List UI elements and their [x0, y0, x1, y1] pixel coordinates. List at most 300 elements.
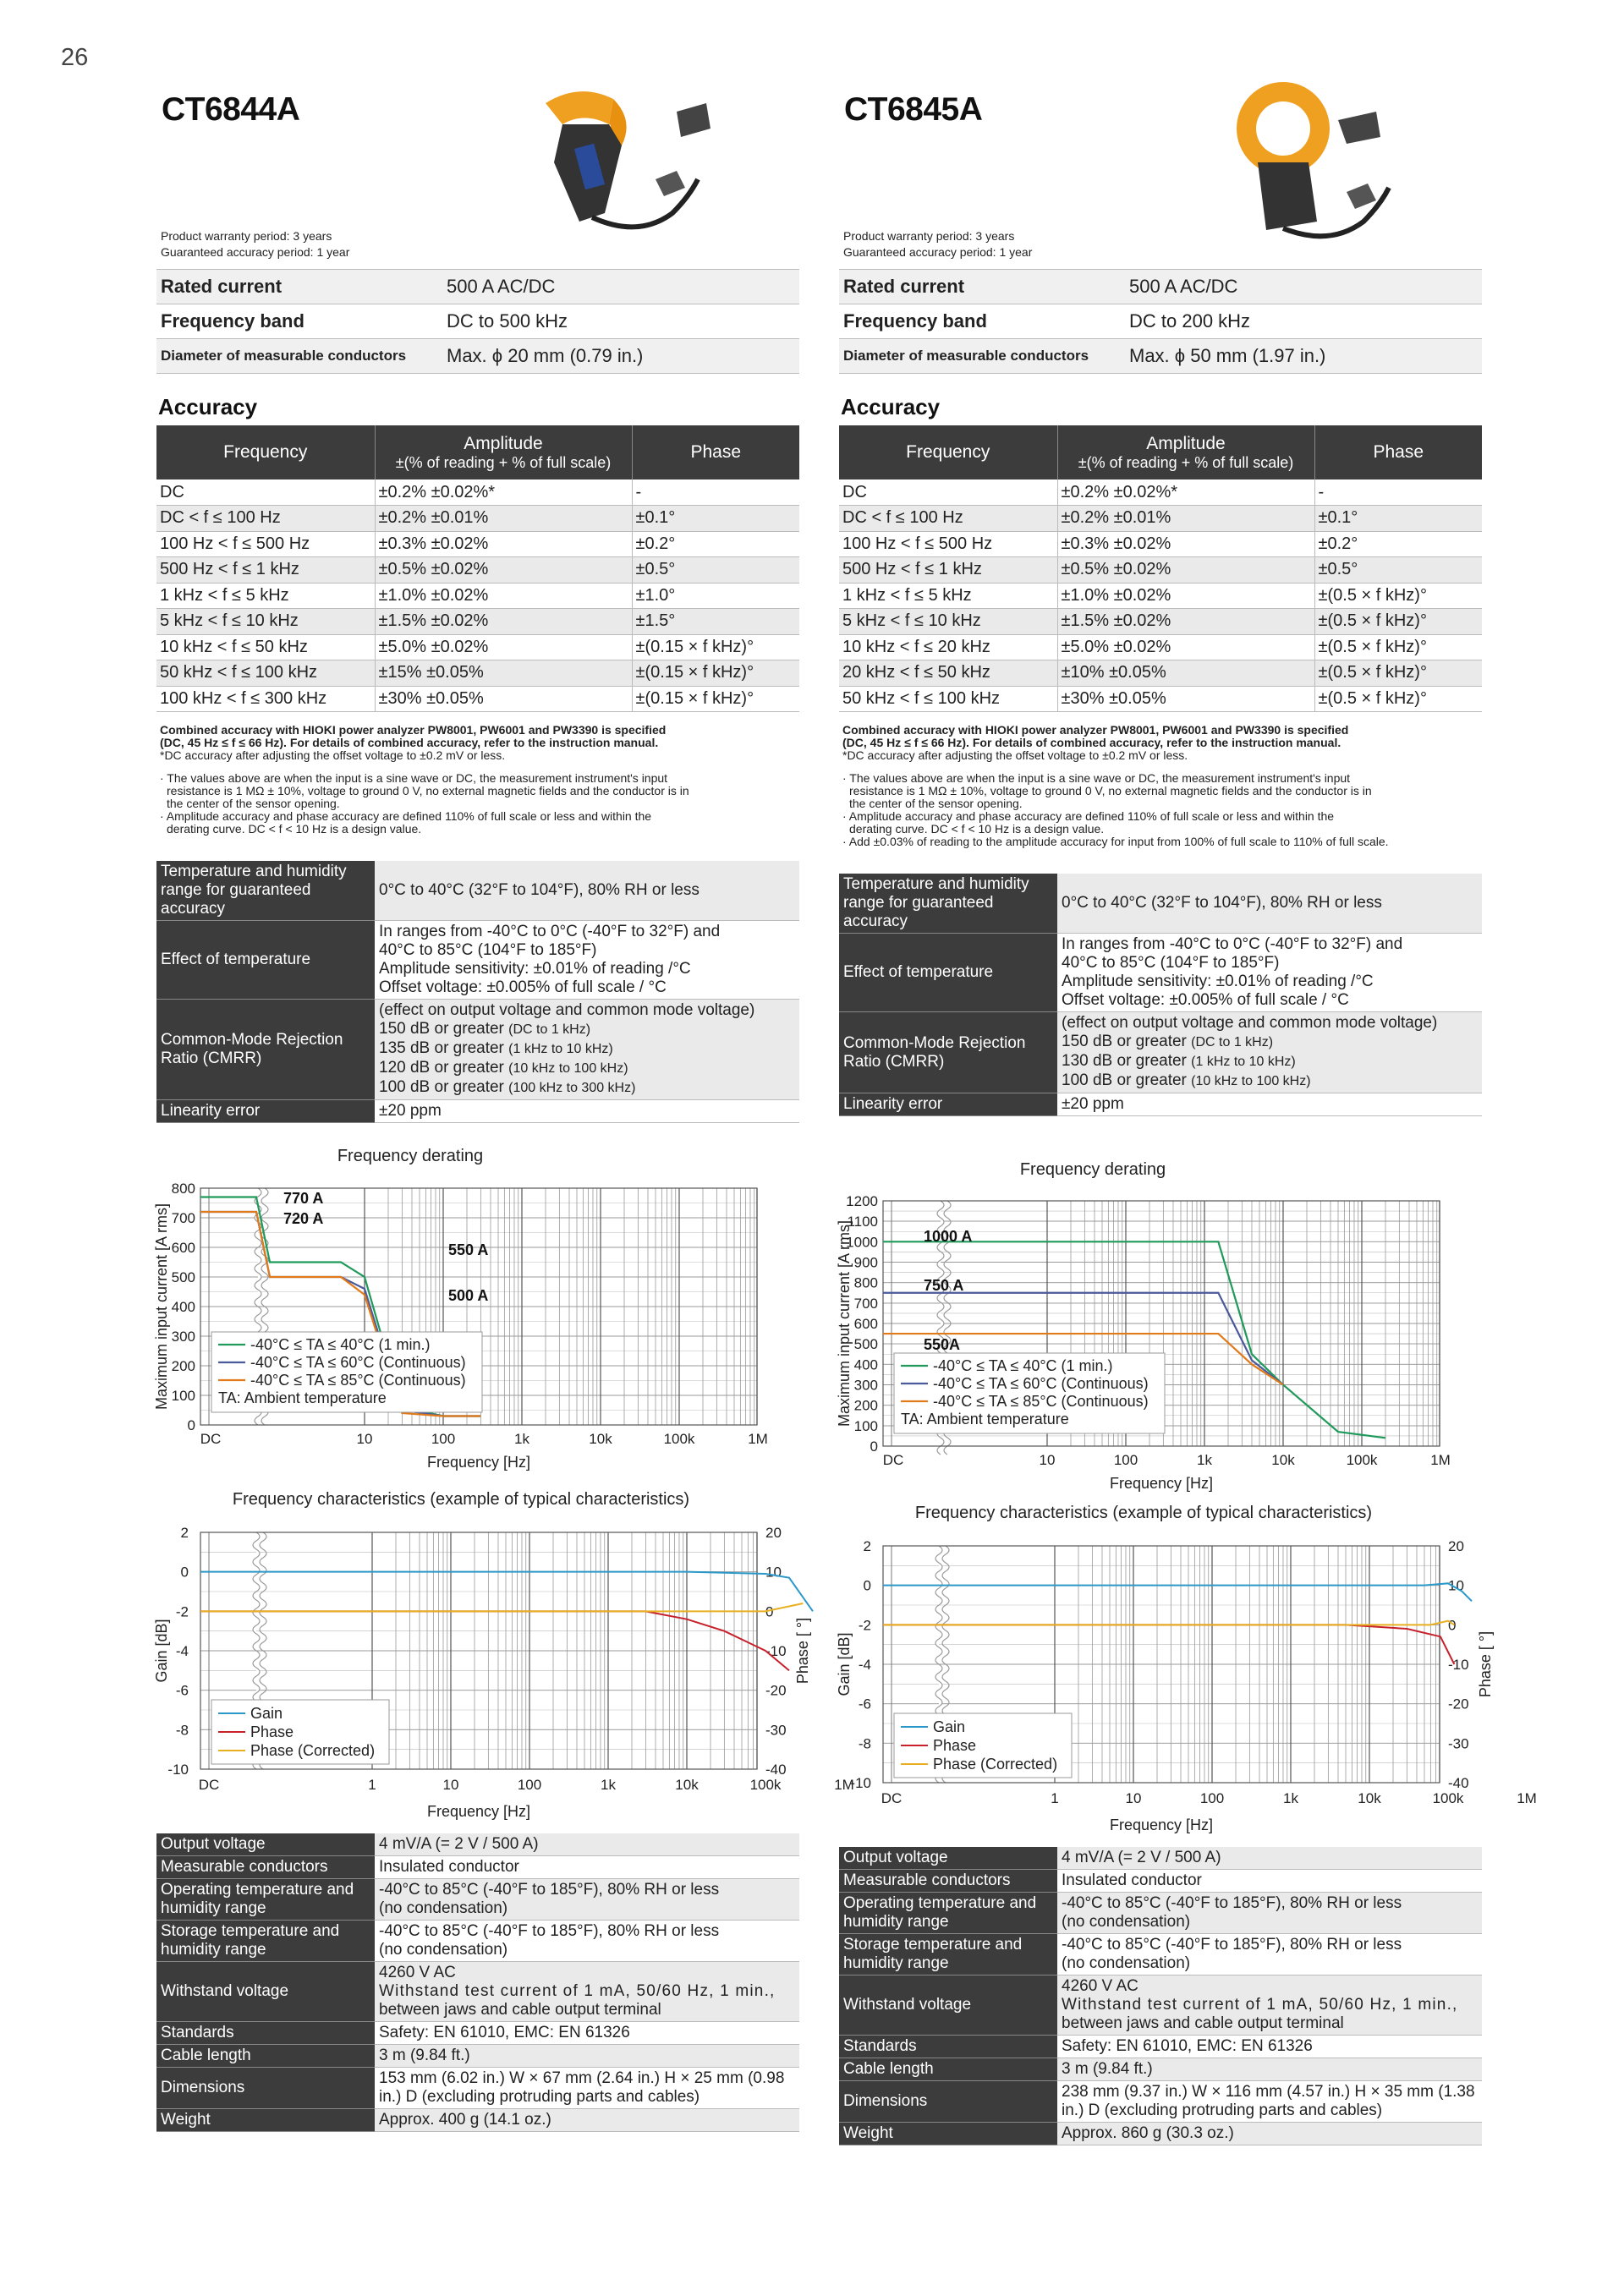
freq-char-chart	[831, 1529, 1537, 1842]
derating-chart	[148, 1171, 774, 1484]
y-tick-label: -10	[850, 1775, 871, 1791]
gen-key: Standards	[156, 2022, 375, 2045]
y-axis-label: Maximum input current [A rms]	[153, 1203, 170, 1411]
acc-amplitude: ±0.2% ±0.02%*	[1057, 479, 1314, 506]
note-combined-2: (DC, 45 Hz ≤ f ≤ 66 Hz). For details of combined accuracy, refer to the instruction manual.	[842, 736, 1341, 749]
col-amplitude	[375, 425, 632, 479]
acc-amplitude: ±30% ±0.05%	[1057, 686, 1314, 712]
acc-frequency: 100 Hz < f ≤ 500 Hz	[839, 531, 1057, 557]
env-value	[375, 921, 799, 1000]
amplitude-sub: ±(% of reading + % of full scale)	[1078, 453, 1294, 471]
gen-key: Storage temperature and humidity range	[839, 1934, 1057, 1975]
y-tick-label: 100	[171, 1388, 195, 1404]
note-1b: resistance is 1 MΩ ± 10%, voltage to ground 0 V, no external magnetic fields and the conductor is in	[167, 784, 689, 797]
y-tick-label: 300	[171, 1329, 195, 1345]
accuracy-notes	[160, 724, 689, 836]
note-1c: the center of the sensor opening.	[167, 797, 340, 810]
gen-value: Insulated conductor	[1057, 1870, 1482, 1893]
x-tick-label: 100k	[663, 1431, 695, 1447]
clamp-probe-image	[529, 78, 723, 255]
y2-tick-label: -10	[765, 1643, 787, 1659]
acc-frequency: 1 kHz < f ≤ 5 kHz	[156, 583, 375, 609]
warranty-period: Product warranty period: 3 years	[161, 229, 332, 243]
acc-frequency: 100 Hz < f ≤ 500 Hz	[156, 531, 375, 557]
y2-tick-label: -20	[765, 1682, 787, 1699]
main-spec-table	[839, 269, 1482, 374]
y-tick-label: 800	[171, 1181, 195, 1197]
gen-key: Cable length	[839, 2058, 1057, 2081]
acc-phase: ±0.2°	[632, 531, 799, 557]
gen-line: (no condensation)	[1062, 1913, 1191, 1931]
legend-label: -40°C ≤ TA ≤ 85°C (Continuous)	[933, 1393, 1149, 1410]
eff-line: Offset voltage: ±0.005% of full scale / °C	[1062, 991, 1349, 1009]
gen-line: 238 mm (9.37 in.) W × 116 mm (4.57 in.) H × 35 mm (1.38	[1062, 2083, 1475, 2101]
x-tick-label: 100	[1199, 1790, 1225, 1806]
chart-title: Frequency characteristics (example of typical characteristics)	[232, 1490, 690, 1509]
y-tick-label: 800	[853, 1274, 878, 1291]
main-spec-table	[156, 269, 799, 374]
accuracy-notes	[842, 724, 1389, 848]
x-tick-label: 100k	[1346, 1452, 1378, 1468]
gen-key: Withstand voltage	[839, 1975, 1057, 2036]
acc-phase: ±0.1°	[1314, 506, 1482, 532]
y2-tick-label: 0	[765, 1603, 774, 1620]
x-tick-label: 1k	[514, 1431, 529, 1447]
warranty-text	[843, 228, 1032, 260]
x-tick-label: DC	[881, 1790, 903, 1806]
y-tick-label: 0	[870, 1438, 878, 1455]
env-value: ±20 ppm	[1057, 1093, 1482, 1116]
acc-amplitude: ±0.5% ±0.02%	[375, 557, 632, 584]
amplitude-label: Amplitude	[464, 433, 543, 453]
env-value: 0°C to 40°C (32°F to 104°F), 80% RH or less	[375, 861, 799, 921]
x-axis-label: Frequency [Hz]	[426, 1803, 531, 1820]
env-key: Effect of temperature	[156, 921, 375, 1000]
acc-frequency: 10 kHz < f ≤ 50 kHz	[156, 634, 375, 660]
acc-amplitude: ±1.5% ±0.02%	[375, 609, 632, 635]
env-value	[1057, 1012, 1482, 1093]
y-tick-label: -4	[858, 1657, 871, 1673]
cmrr-range: (DC to 1 kHz)	[1191, 1035, 1274, 1049]
value-annotation: 500 A	[448, 1287, 489, 1304]
env-key: Linearity error	[156, 1100, 375, 1123]
amplitude-sub: ±(% of reading + % of full scale)	[395, 453, 612, 471]
chart-title: Frequency derating	[1019, 1160, 1166, 1179]
spec-row	[839, 304, 1482, 339]
x-tick-label: 1k	[1197, 1452, 1212, 1468]
x-tick-label: 10k	[1358, 1790, 1381, 1806]
y-tick-label: -2	[858, 1617, 871, 1634]
gen-value: Insulated conductor	[375, 1856, 799, 1879]
eff-line: In ranges from -40°C to 0°C (-40°F to 32°F) and	[379, 923, 721, 940]
chart-title: Frequency derating	[337, 1147, 484, 1165]
accuracy-table	[839, 425, 1482, 712]
value-annotation: 550A	[924, 1336, 961, 1353]
accuracy-row	[156, 531, 799, 557]
acc-amplitude: ±0.5% ±0.02%	[1057, 557, 1314, 584]
y2-tick-label: -30	[765, 1722, 787, 1739]
x-tick-label: 10	[1125, 1790, 1142, 1806]
gen-value: Approx. 400 g (14.1 oz.)	[375, 2109, 799, 2132]
gen-value: Approx. 860 g (30.3 oz.)	[1057, 2123, 1482, 2145]
env-value: 0°C to 40°C (32°F to 104°F), 80% RH or less	[1057, 874, 1482, 934]
y-tick-label: 1000	[846, 1234, 878, 1251]
series-line	[200, 1603, 803, 1611]
note-1c: the center of the sensor opening.	[849, 797, 1023, 810]
x-tick-label: DC	[882, 1452, 904, 1468]
y-tick-label: -8	[858, 1735, 871, 1752]
gen-key: Storage temperature and humidity range	[156, 1921, 375, 1962]
value-annotation: 720 A	[283, 1210, 324, 1227]
spec-value: Max. ϕ 50 mm (1.97 in.)	[1125, 339, 1482, 374]
series-line	[883, 1583, 1472, 1601]
spec-value: 500 A AC/DC	[442, 270, 799, 304]
legend-label: Phase	[933, 1737, 977, 1754]
gen-value: 3 m (9.84 ft.)	[1057, 2058, 1482, 2081]
acc-phase: -	[1314, 479, 1482, 506]
y-tick-label: 500	[171, 1269, 195, 1285]
y-tick-label: 2	[180, 1525, 189, 1541]
eff-line: In ranges from -40°C to 0°C (-40°F to 32°F) and	[1062, 935, 1403, 953]
x-tick-label: 10k	[675, 1777, 699, 1793]
env-value	[375, 1000, 799, 1100]
model-title: CT6845A	[844, 91, 983, 128]
gen-value	[1057, 1893, 1482, 1934]
spec-value: 500 A AC/DC	[1125, 270, 1482, 304]
x-tick-label: DC	[200, 1431, 222, 1447]
gen-value: 4 mV/A (= 2 V / 500 A)	[1057, 1847, 1482, 1870]
col-phase: Phase	[632, 425, 799, 479]
col-phase: Phase	[1314, 425, 1482, 479]
cmrr-line	[1062, 1052, 1478, 1071]
eff-line: Amplitude sensitivity: ±0.01% of reading /°C	[1062, 973, 1374, 990]
derating-chart	[831, 1184, 1457, 1497]
spec-key: Rated current	[839, 270, 1125, 304]
accuracy-row	[839, 506, 1482, 532]
x-tick-label: 1M	[748, 1431, 768, 1447]
acc-phase: ±(0.5 × f kHz)°	[1314, 660, 1482, 687]
acc-phase: ±0.2°	[1314, 531, 1482, 557]
gen-key: Measurable conductors	[156, 1856, 375, 1879]
spec-value: DC to 500 kHz	[442, 304, 799, 339]
acc-frequency: 100 kHz < f ≤ 300 kHz	[156, 686, 375, 712]
note-2: · Amplitude accuracy and phase accuracy are defined 110% of full scale or less and within the	[842, 809, 1335, 823]
cmrr-db: 150 dB or greater	[379, 1020, 509, 1038]
note-2b: derating curve. DC < f < 10 Hz is a design value.	[849, 822, 1105, 836]
chart-title: Frequency characteristics (example of typical characteristics)	[914, 1504, 1373, 1522]
acc-frequency: 5 kHz < f ≤ 10 kHz	[156, 609, 375, 635]
x-tick-label: 100	[517, 1777, 542, 1793]
value-annotation: 1000 A	[924, 1228, 973, 1245]
legend-label: -40°C ≤ TA ≤ 40°C (1 min.)	[250, 1336, 431, 1353]
legend-label: -40°C ≤ TA ≤ 60°C (Continuous)	[933, 1375, 1149, 1392]
y-tick-label: -2	[175, 1603, 189, 1620]
guarantee-period: Guaranteed accuracy period: 1 year	[161, 245, 350, 259]
x-axis-label: Frequency [Hz]	[1109, 1817, 1214, 1833]
cmrr-line	[1062, 1071, 1478, 1091]
x-tick-label: 1M	[1517, 1790, 1537, 1806]
legend	[211, 1332, 482, 1412]
note-2b: derating curve. DC < f < 10 Hz is a design value.	[167, 822, 422, 836]
y-tick-label: 500	[853, 1336, 878, 1353]
cmrr-db: 150 dB or greater	[1062, 1033, 1192, 1050]
cmrr-line	[1062, 1033, 1478, 1052]
acc-amplitude: ±30% ±0.05%	[375, 686, 632, 712]
legend-label: -40°C ≤ TA ≤ 60°C (Continuous)	[250, 1354, 466, 1371]
legend-label: Phase	[250, 1723, 294, 1740]
x-tick-label: 10	[356, 1431, 373, 1447]
acc-amplitude: ±15% ±0.05%	[375, 660, 632, 687]
cmrr-range: (1 kHz to 10 kHz)	[1191, 1055, 1296, 1069]
gen-line: -40°C to 85°C (-40°F to 185°F), 80% RH or less	[379, 1922, 720, 1940]
x-tick-label: 1k	[601, 1777, 616, 1793]
note-dc: *DC accuracy after adjusting the offset voltage to ±0.2 mV or less.	[160, 748, 506, 762]
y-tick-label: 0	[187, 1417, 195, 1433]
x-tick-label: DC	[198, 1777, 220, 1793]
gen-value	[375, 1962, 799, 2022]
cmrr-range: (100 kHz to 300 kHz)	[508, 1081, 636, 1095]
y-tick-label: 1200	[846, 1193, 878, 1209]
y2-tick-label: 10	[765, 1564, 782, 1581]
gen-key: Measurable conductors	[839, 1870, 1057, 1893]
y2-tick-label: -40	[765, 1762, 787, 1778]
y-tick-label: 600	[853, 1316, 878, 1332]
accuracy-row	[839, 557, 1482, 584]
y-tick-label: 300	[853, 1377, 878, 1394]
accuracy-row	[156, 660, 799, 687]
acc-amplitude: ±10% ±0.05%	[1057, 660, 1314, 687]
legend-label: -40°C ≤ TA ≤ 40°C (1 min.)	[933, 1357, 1113, 1374]
y-tick-label: 0	[180, 1564, 189, 1581]
cmrr-range: (1 kHz to 10 kHz)	[508, 1042, 613, 1056]
note-dc: *DC accuracy after adjusting the offset voltage to ±0.2 mV or less.	[842, 748, 1188, 762]
freq-char-chart	[148, 1515, 854, 1828]
gen-value: 4 mV/A (= 2 V / 500 A)	[375, 1833, 799, 1856]
x-tick-label: 100k	[749, 1777, 782, 1793]
env-key: Temperature and humidity range for guaranteed accuracy	[156, 861, 375, 921]
y-tick-label: 100	[853, 1417, 878, 1434]
gen-key: Weight	[156, 2109, 375, 2132]
acc-amplitude: ±5.0% ±0.02%	[375, 634, 632, 660]
gen-line: 4260 V AC	[379, 1964, 456, 1981]
acc-amplitude: ±0.3% ±0.02%	[375, 531, 632, 557]
cmrr-db: 135 dB or greater	[379, 1039, 509, 1057]
note-3: · Add ±0.03% of reading to the amplitude accuracy for input from 100% of full scale to 110% of full scale.	[842, 835, 1389, 848]
y-axis-label: Gain [dB]	[836, 1632, 853, 1696]
acc-frequency: 20 kHz < f ≤ 50 kHz	[839, 660, 1057, 687]
gen-value	[1057, 1934, 1482, 1975]
cmrr-range: (10 kHz to 100 kHz)	[1191, 1074, 1311, 1088]
acc-frequency: 1 kHz < f ≤ 5 kHz	[839, 583, 1057, 609]
accuracy-row	[156, 557, 799, 584]
guarantee-period: Guaranteed accuracy period: 1 year	[843, 245, 1033, 259]
cmrr-db: 120 dB or greater	[379, 1059, 509, 1077]
legend-label: Phase (Corrected)	[250, 1742, 376, 1759]
env-value	[1057, 934, 1482, 1012]
accuracy-row	[839, 660, 1482, 687]
acc-phase: ±(0.15 × f kHz)°	[632, 634, 799, 660]
x-tick-label: 10k	[589, 1431, 612, 1447]
series-line	[883, 1621, 1454, 1625]
eff-line: 40°C to 85°C (104°F to 185°F)	[379, 941, 597, 959]
spec-row	[156, 304, 799, 339]
legend-note: TA: Ambient temperature	[901, 1411, 1069, 1427]
accuracy-row	[839, 583, 1482, 609]
clamp-probe-image	[1211, 78, 1406, 255]
legend-label: Gain	[933, 1718, 966, 1735]
spec-key: Frequency band	[156, 304, 442, 339]
col-amplitude	[1057, 425, 1314, 479]
y2-tick-label: -40	[1448, 1775, 1469, 1791]
y2-tick-label: -20	[1448, 1696, 1469, 1712]
y-tick-label: 700	[853, 1295, 878, 1312]
gen-key: Dimensions	[156, 2068, 375, 2109]
accuracy-row	[156, 479, 799, 506]
gen-key: Operating temperature and humidity range	[156, 1879, 375, 1921]
value-annotation: 770 A	[283, 1190, 324, 1207]
acc-phase: ±(0.5 × f kHz)°	[1314, 686, 1482, 712]
gen-line: (no condensation)	[1062, 1954, 1191, 1972]
acc-frequency: 50 kHz < f ≤ 100 kHz	[839, 686, 1057, 712]
value-annotation: 750 A	[924, 1277, 964, 1294]
gen-line: in.) D (excluding protruding parts and cables)	[379, 2088, 700, 2106]
gen-line: (no condensation)	[379, 1941, 508, 1959]
spec-value: Max. ϕ 20 mm (0.79 in.)	[442, 339, 799, 374]
legend-note: TA: Ambient temperature	[218, 1389, 387, 1406]
x-tick-label: 1k	[1283, 1790, 1298, 1806]
y2-axis-label: Phase [ °]	[794, 1617, 811, 1685]
gen-value: Safety: EN 61010, EMC: EN 61326	[1057, 2036, 1482, 2058]
gen-key: Weight	[839, 2123, 1057, 2145]
y-axis-label: Gain [dB]	[153, 1619, 170, 1683]
y2-tick-label: 20	[1448, 1538, 1464, 1554]
note-1b: resistance is 1 MΩ ± 10%, voltage to ground 0 V, no external magnetic fields and the conductor is in	[849, 784, 1372, 797]
cmrr-line	[379, 1039, 795, 1059]
acc-amplitude: ±5.0% ±0.02%	[1057, 634, 1314, 660]
acc-frequency: 10 kHz < f ≤ 20 kHz	[839, 634, 1057, 660]
gen-value	[1057, 1975, 1482, 2036]
x-tick-label: 100	[431, 1431, 456, 1447]
accuracy-row	[839, 479, 1482, 506]
eff-line: Offset voltage: ±0.005% of full scale / °C	[379, 978, 667, 996]
acc-phase: ±0.5°	[632, 557, 799, 584]
env-spec-table	[839, 874, 1482, 1116]
env-value: ±20 ppm	[375, 1100, 799, 1123]
accuracy-row	[156, 686, 799, 712]
series-line	[200, 1611, 789, 1670]
acc-phase: ±1.5°	[632, 609, 799, 635]
acc-frequency: 5 kHz < f ≤ 10 kHz	[839, 609, 1057, 635]
spec-row	[839, 270, 1482, 304]
spec-value: DC to 200 kHz	[1125, 304, 1482, 339]
y2-tick-label: -30	[1448, 1735, 1469, 1752]
y-tick-label: -10	[167, 1762, 189, 1778]
legend-label: Gain	[250, 1705, 283, 1722]
cmrr-line	[379, 1020, 795, 1039]
y-tick-label: 700	[171, 1210, 195, 1226]
x-tick-label: 1M	[1430, 1452, 1451, 1468]
acc-amplitude: ±1.5% ±0.02%	[1057, 609, 1314, 635]
page-number: 26	[61, 44, 89, 71]
acc-frequency: 500 Hz < f ≤ 1 kHz	[156, 557, 375, 584]
general-spec-table	[156, 1833, 799, 2132]
acc-frequency: DC < f ≤ 100 Hz	[839, 506, 1057, 532]
y-tick-label: 200	[853, 1397, 878, 1414]
env-key: Temperature and humidity range for guaranteed accuracy	[839, 874, 1057, 934]
y-tick-label: 2	[863, 1538, 871, 1554]
y-tick-label: 400	[171, 1299, 195, 1315]
cmrr-db: 100 dB or greater	[1062, 1071, 1192, 1089]
acc-frequency: DC	[839, 479, 1057, 506]
acc-frequency: 50 kHz < f ≤ 100 kHz	[156, 660, 375, 687]
acc-amplitude: ±1.0% ±0.02%	[1057, 583, 1314, 609]
x-tick-label: 1M	[834, 1777, 854, 1793]
accuracy-row	[839, 686, 1482, 712]
y-tick-label: 1100	[847, 1214, 878, 1230]
y2-axis-label: Phase [ °]	[1477, 1630, 1494, 1698]
spec-key: Diameter of measurable conductors	[839, 339, 1125, 374]
gen-key: Output voltage	[839, 1847, 1057, 1870]
y-tick-label: 0	[863, 1577, 871, 1594]
y-tick-label: 600	[171, 1240, 195, 1256]
gen-line: between jaws and cable output terminal	[1062, 2014, 1344, 2032]
spec-row	[156, 339, 799, 374]
env-spec-table	[156, 861, 799, 1123]
x-tick-label: 100	[1113, 1452, 1138, 1468]
gen-line: in.) D (excluding protruding parts and cables)	[1062, 2101, 1383, 2119]
note-combined: Combined accuracy with HIOKI power analyzer PW8001, PW6001 and PW3390 is specified	[160, 723, 667, 737]
value-annotation: 550 A	[448, 1241, 489, 1258]
acc-phase: ±(0.5 × f kHz)°	[1314, 583, 1482, 609]
spec-key: Rated current	[156, 270, 442, 304]
accuracy-row	[156, 609, 799, 635]
note-combined: Combined accuracy with HIOKI power analyzer PW8001, PW6001 and PW3390 is specified	[842, 723, 1349, 737]
gen-line: 4260 V AC	[1062, 1977, 1138, 1995]
y-tick-label: -4	[175, 1643, 189, 1659]
gen-key: Cable length	[156, 2045, 375, 2068]
env-key: Effect of temperature	[839, 934, 1057, 1012]
col-frequency: Frequency	[156, 425, 375, 479]
y2-tick-label: 0	[1448, 1617, 1457, 1634]
env-key: Linearity error	[839, 1093, 1057, 1116]
y2-tick-label: 20	[765, 1525, 782, 1541]
x-tick-label: 10	[1039, 1452, 1056, 1468]
accuracy-row	[839, 634, 1482, 660]
gen-line: -40°C to 85°C (-40°F to 185°F), 80% RH or less	[1062, 1936, 1402, 1954]
gen-value	[375, 1921, 799, 1962]
acc-phase: ±0.1°	[632, 506, 799, 532]
acc-phase: ±(0.15 × f kHz)°	[632, 686, 799, 712]
y-tick-label: 900	[853, 1254, 878, 1271]
cmrr-line: (effect on output voltage and common mode voltage)	[379, 1001, 755, 1019]
amplitude-label: Amplitude	[1146, 433, 1226, 453]
acc-phase: ±1.0°	[632, 583, 799, 609]
note-1: · The values above are when the input is a sine wave or DC, the measurement instrument's input	[160, 771, 668, 785]
legend-label: -40°C ≤ TA ≤ 85°C (Continuous)	[250, 1372, 466, 1389]
acc-frequency: 500 Hz < f ≤ 1 kHz	[839, 557, 1057, 584]
gen-key: Dimensions	[839, 2081, 1057, 2123]
gen-line: Withstand test current of 1 mA, 50/60 Hz, 1 min.,	[1062, 1996, 1458, 2014]
y-axis-label: Maximum input current [A rms]	[836, 1219, 853, 1427]
acc-amplitude: ±0.2% ±0.01%	[375, 506, 632, 532]
acc-phase: ±(0.15 × f kHz)°	[632, 660, 799, 687]
y2-tick-label: -10	[1448, 1657, 1469, 1673]
gen-value	[1057, 2081, 1482, 2123]
legend-label: Phase (Corrected)	[933, 1756, 1058, 1773]
cmrr-db: 130 dB or greater	[1062, 1052, 1192, 1070]
env-key: Common-Mode Rejection Ratio (CMRR)	[839, 1012, 1057, 1093]
spec-row	[839, 339, 1482, 374]
